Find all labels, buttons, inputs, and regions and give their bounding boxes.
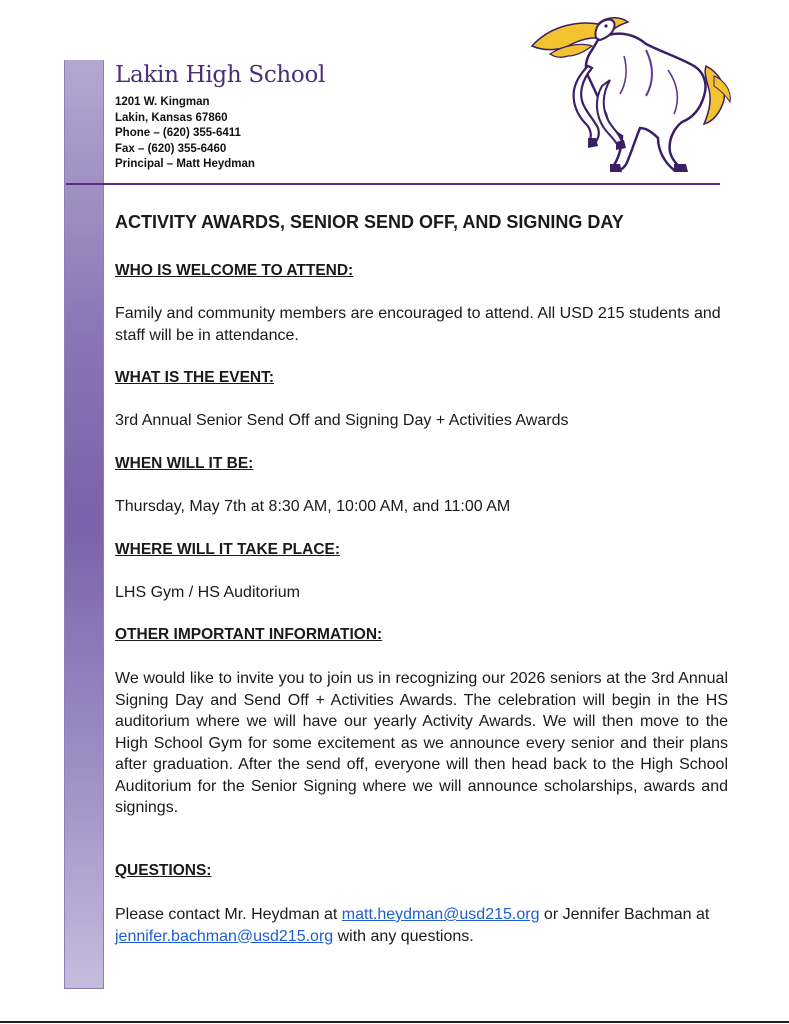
address-line-1: 1201 W. Kingman [115, 96, 210, 108]
other-info-heading: OTHER IMPORTANT INFORMATION: [115, 626, 383, 643]
who-body: Family and community members are encouraged to attend. All USD 215 students and staff will be in attendance. [115, 305, 721, 344]
where-body: LHS Gym / HS Auditorium [115, 584, 300, 601]
questions-text-middle: or Jennifer Bachman at [539, 906, 710, 923]
decorative-side-bar [64, 60, 104, 989]
email-link-bachman[interactable]: jennifer.bachman@usd215.org [115, 927, 334, 945]
school-name: Lakin High School [115, 62, 326, 88]
header-divider [66, 183, 720, 185]
questions-text-before: Please contact Mr. Heydman at [115, 906, 342, 923]
who-heading: WHO IS WELCOME TO ATTEND: [115, 262, 354, 279]
fax-number: Fax – (620) 355-6460 [115, 142, 227, 155]
document-title: ACTIVITY AWARDS, SENIOR SEND OFF, AND SIGNING DAY [115, 212, 624, 232]
other-info-body: We would like to invite you to join us in recognizing our 2026 seniors at the 3rd Annual Signing Day and Send Off + Activities Awards. The celebration will begin in the HS auditorium where we will have our yearly Activity Awards. We will then move to the High School Gym for some excitement as we announce every senior and their plans after graduation. After the send off, everyone will then head back to the High School Auditorium for the Senior Signing where we will announce scholarships, awards and signings. [115, 670, 728, 816]
mustang-mascot-icon [528, 10, 736, 172]
what-body: 3rd Annual Senior Send Off and Signing Day + Activities Awards [115, 412, 569, 429]
address-line-2: Lakin, Kansas 67860 [115, 111, 228, 124]
principal-name: Principal – Matt Heydman [115, 158, 255, 170]
where-heading: WHERE WILL IT TAKE PLACE: [115, 541, 341, 558]
questions-heading: QUESTIONS: [115, 862, 212, 879]
phone-number: Phone – (620) 355-6411 [115, 127, 241, 139]
email-link-heydman[interactable]: matt.heydman@usd215.org [341, 906, 540, 923]
when-body: Thursday, May 7th at 8:30 AM, 10:00 AM, and 11:00 AM [115, 498, 511, 515]
questions-text-after: with any questions. [333, 927, 474, 945]
questions-body [115, 904, 728, 947]
when-heading: WHEN WILL IT BE: [115, 455, 254, 472]
contact-block [115, 95, 255, 173]
page-bottom-divider [0, 1021, 789, 1023]
what-heading: WHAT IS THE EVENT: [115, 369, 275, 386]
